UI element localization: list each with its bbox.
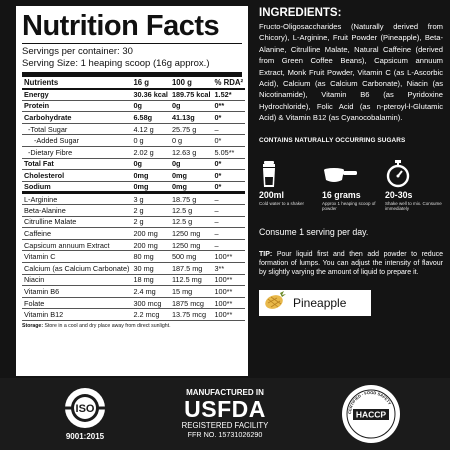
nutrient-value: 0mg	[170, 170, 213, 182]
storage-text: Store in a cool and dry place away from direct sunlight.	[44, 322, 171, 329]
nutrient-value: 112.5 mg	[170, 274, 213, 286]
nutrient-value: 0g	[131, 158, 170, 170]
nutrition-row	[22, 263, 245, 275]
svg-text:ISO: ISO	[75, 403, 95, 415]
manufactured-in-label: MANUFACTURED IN	[186, 388, 264, 397]
natural-sugars-note: CONTAINS NATURALLY OCCURRING SUGARS	[259, 136, 406, 144]
nutrient-value: 189.75 kcal	[171, 90, 211, 100]
nutrient-value: 0*	[213, 112, 246, 124]
nutrient-value: 100**	[213, 251, 246, 263]
flavor-badge	[259, 290, 371, 316]
usage-shake	[385, 160, 443, 212]
nutrient-value: –	[213, 205, 246, 217]
ingredients-heading: INGREDIENTS:	[259, 7, 342, 19]
nutrition-header-row	[22, 77, 245, 89]
haccp-seal-icon	[340, 383, 402, 445]
nutrition-row	[22, 228, 245, 240]
usfda-block	[170, 388, 280, 439]
nutrient-value: –	[213, 228, 246, 240]
header-cell: 16 g	[131, 77, 170, 89]
nutrient-name: Citrulline Malate	[22, 216, 131, 228]
nutrition-row	[22, 123, 245, 135]
iso-certification	[55, 386, 115, 441]
stopwatch-icon	[385, 160, 443, 188]
servings-per-container: Servings per container: 30	[22, 46, 133, 57]
header-cell: % RDA²	[214, 77, 244, 87]
nutrition-row	[22, 147, 245, 159]
nutrition-row	[22, 297, 245, 309]
iso-caption: 9001:2015	[65, 432, 105, 441]
nutrient-value: 6.58g	[131, 112, 170, 124]
nutrient-value: 0*	[213, 135, 246, 147]
nutrition-facts-panel	[16, 6, 248, 376]
tip-paragraph	[259, 250, 443, 277]
nutrient-value: 30.36 kcal	[133, 90, 168, 100]
svg-text:CERTIFIED · FOOD SAFETY: CERTIFIED · FOOD SAFETY	[346, 389, 393, 415]
header-cell: Nutrients	[22, 77, 131, 89]
nutrient-value: 80 mg	[131, 251, 170, 263]
nutrient-value: 100**	[213, 286, 246, 298]
nutrition-row	[22, 216, 245, 228]
nutrient-value: 500 mg	[170, 251, 213, 263]
ffr-number: FFR NO. 15731026290	[187, 430, 263, 439]
nutrient-value: 18.75 g	[170, 193, 213, 205]
nutrient-value: 200 mg	[131, 228, 170, 240]
usage-water	[259, 160, 317, 212]
tip-text: Pour liquid first and then add powder to reduce formation of lumps. You can adjust the intensity of flavour by slightly varying the amount of liquid to prepare it.	[259, 250, 443, 276]
nutrition-row	[22, 309, 245, 321]
nutrient-value: 0**	[213, 100, 246, 112]
nutrient-value: 0 g	[131, 135, 170, 147]
nutrient-value: 1250 mg	[170, 228, 213, 240]
nutrient-value: 4.12 g	[131, 123, 170, 135]
usage-water-sub: Cold water to a shaker	[259, 200, 305, 206]
nutrient-value: –	[213, 193, 246, 205]
nutrient-value: 0mg	[131, 181, 170, 193]
nutrition-row	[22, 193, 245, 205]
nutrition-row	[22, 89, 245, 101]
nutrient-value: 2 g	[131, 205, 170, 217]
nutrient-value: 0mg	[131, 170, 170, 182]
nutrition-row	[22, 112, 245, 124]
nutrient-name: Beta-Alanine	[22, 205, 131, 217]
nutrient-name: -Total Sugar	[22, 123, 131, 135]
nutrient-name: Vitamin C	[22, 251, 131, 263]
nutrient-name: -Dietary Fibre	[22, 147, 131, 159]
nutrient-name: Calcium (as Calcium Carbonate)	[24, 263, 130, 273]
nutrition-row	[22, 205, 245, 217]
pineapple-icon	[263, 290, 287, 315]
nutrient-name: Cholesterol	[22, 170, 131, 182]
nutrition-row	[22, 239, 245, 251]
nutrient-name: L-Arginine	[22, 193, 131, 205]
usage-shake-value: 20-30s	[385, 189, 413, 200]
nutrient-value: 3**	[213, 263, 246, 275]
nutrient-value: 100**	[213, 309, 246, 321]
nutrient-value: 0g	[170, 100, 213, 112]
nutrient-name: Caffeine	[22, 228, 131, 240]
nutrient-value: –	[213, 239, 246, 251]
nutrient-value: 0g	[170, 158, 213, 170]
nutrition-row	[22, 170, 245, 182]
storage-label: Storage:	[22, 322, 44, 329]
registered-facility: REGISTERED FACILITY	[181, 421, 269, 430]
nutrient-value: 2.02 g	[131, 147, 170, 159]
shaker-icon	[259, 160, 317, 188]
nutrition-row	[22, 286, 245, 298]
nutrient-value: 200 mg	[131, 239, 170, 251]
nutrient-value: 100**	[213, 297, 246, 309]
nutrient-value: 2 g	[131, 216, 170, 228]
scoop-icon	[322, 160, 380, 188]
nutrient-value: –	[213, 216, 246, 228]
nutrient-name: Protein	[22, 100, 131, 112]
nutrient-value: 3 g	[131, 193, 170, 205]
nutrient-value: 1875 mcg	[170, 297, 213, 309]
nutrient-value: 15 mg	[170, 286, 213, 298]
nutrient-value: 0 g	[170, 135, 213, 147]
nutrient-value: 12.5 g	[170, 205, 213, 217]
nutrient-name: Vitamin B6	[22, 286, 131, 298]
certification-bar	[0, 378, 450, 450]
nutrient-name: -Added Sugar	[22, 135, 131, 147]
nutrition-row	[22, 274, 245, 286]
nutrient-value: 0*	[213, 170, 246, 182]
nutrient-value: 1.52*	[213, 89, 246, 101]
nutrient-value: 18 mg	[131, 274, 170, 286]
usage-water-value: 200ml	[259, 189, 284, 200]
usage-scoop-sub: Approx 1 heaping scoop of powder	[322, 200, 376, 212]
nutrient-name: Energy	[22, 89, 131, 101]
header-cell: 100 g	[170, 77, 213, 89]
nutrition-row	[22, 251, 245, 263]
nutrient-name: Sodium	[22, 181, 131, 193]
nutrient-name: Total Fat	[22, 158, 131, 170]
usage-icons	[259, 160, 443, 212]
nutrient-value: 0*	[213, 158, 246, 170]
nutrient-value: 2.2 mcg	[131, 309, 170, 321]
nutrient-value: 187.5 mg	[170, 263, 213, 275]
nutrition-row	[22, 100, 245, 112]
nutrient-name: Vitamin B12	[22, 309, 131, 321]
nutrient-value: 0*	[213, 181, 246, 193]
nutrient-value: 30 mg	[131, 263, 170, 275]
nutrient-name: Folate	[22, 297, 131, 309]
usage-scoop	[322, 160, 380, 212]
nutrient-value: 1250 mg	[170, 239, 213, 251]
nutrition-row	[22, 135, 245, 147]
nutrient-value: 2.4 mg	[131, 286, 170, 298]
nutrient-value: 0mg	[170, 181, 213, 193]
nutrition-row	[22, 158, 245, 170]
usage-shake-sub: Shake well to mix. Consume immediately	[385, 200, 442, 212]
usfda-label: USFDA	[184, 396, 266, 422]
right-column	[259, 6, 443, 316]
nutrient-value: 41.13g	[170, 112, 213, 124]
svg-text:HACCP: HACCP	[355, 409, 387, 420]
nutrient-name: Capsicum annuum Extract	[22, 239, 131, 251]
nutrition-title: Nutrition Facts	[22, 10, 242, 44]
nutrient-name: Carbohydrate	[22, 112, 131, 124]
nutrient-value: 0g	[131, 100, 170, 112]
usage-scoop-value: 16 grams	[322, 189, 361, 200]
nutrient-value: 100**	[213, 274, 246, 286]
tip-label: TIP:	[259, 250, 273, 258]
iso-logo-icon	[55, 386, 115, 430]
nutrient-value: 12.63 g	[170, 147, 213, 159]
consume-instruction: Consume 1 serving per day.	[259, 226, 369, 237]
nutrient-value: 13.75 mcg	[170, 309, 213, 321]
ingredients-text: Fructo-Oligosaccharides (Naturally derived from Chicory), L-Arginine, Fruit Powder (Pineapple), Beta-Alanine, Citrulline Malate, Natural Caffeine (derived from Green Coffee Beans), Capsicum annuum Extract, Monk Fruit Powder, Vitamin C (as L-Ascorbic Acid), Calcium (as Calcium Carbonate), Niacin (as Nicotinamide), Vitamin B6 (as Pyridoxine Hydrochloride), Folic Acid (as n-pteroyl-l-Glutamic Acid) & Vitamin B12 (as Cyanocobalamin).	[259, 22, 443, 123]
nutrient-value: 25.75 g	[170, 123, 213, 135]
nutrient-value: 5.05**	[213, 147, 246, 159]
nutrient-value: –	[213, 123, 246, 135]
flavor-label: Pineapple	[293, 295, 347, 310]
serving-size: Serving Size: 1 heaping scoop (16g approx.)	[22, 58, 210, 69]
nutrient-value: 12.5 g	[170, 216, 213, 228]
nutrition-table	[22, 77, 245, 321]
storage-note	[22, 323, 242, 330]
nutrient-name: Niacin	[22, 274, 131, 286]
nutrition-row	[22, 181, 245, 193]
nutrient-value: 300 mcg	[131, 297, 170, 309]
